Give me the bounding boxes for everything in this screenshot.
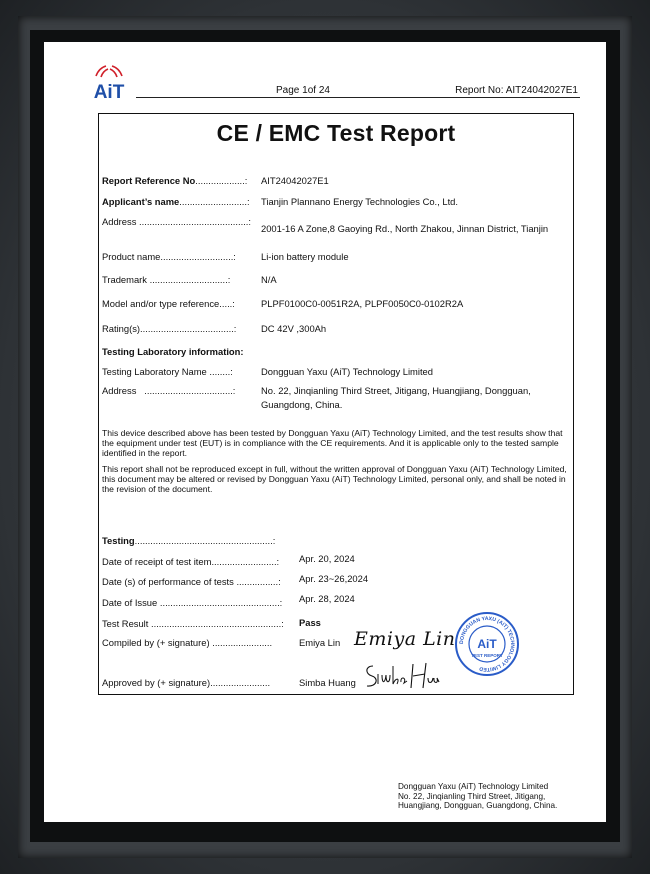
- report-body-box: [98, 113, 574, 695]
- test-result-label: Test Result ..................................................:: [102, 618, 284, 629]
- issue-date-value: Apr. 28, 2024: [299, 593, 355, 604]
- testing-label: Testing.....................................................:: [102, 535, 276, 546]
- trademark-value: N/A: [261, 274, 277, 285]
- certificate-page: [44, 42, 606, 822]
- compiled-by-label: Compiled by (+ signature) .......................: [102, 637, 273, 648]
- header-rule: [136, 97, 580, 98]
- compiled-by-name: Emiya Lin: [299, 637, 341, 648]
- seal-center-text: AiT: [477, 637, 497, 651]
- test-result-value: Pass: [299, 617, 321, 628]
- lab-address-label: Address ..................................:: [102, 385, 236, 396]
- receipt-date-value: Apr. 20, 2024: [299, 553, 355, 564]
- rating-label: Rating(s)....................................:: [102, 323, 237, 334]
- seal-bottom-text: TEST REPORT: [471, 653, 503, 658]
- footer-address: [398, 782, 557, 811]
- receipt-date-label: Date of receipt of test item.........................:: [102, 556, 280, 567]
- performance-date-label: Date (s) of performance of tests ................:: [102, 576, 281, 587]
- model-value: PLPF0100C0-0051R2A, PLPF0050C0-0102R2A: [261, 298, 464, 309]
- lab-address-line1: No. 22, Jinqianling Third Street, Jitigang, Huangjiang, Dongguan,: [261, 385, 531, 396]
- approved-signature: [363, 660, 443, 692]
- lab-name-label: Testing Laboratory Name ........:: [102, 366, 233, 377]
- compliance-statement: This device described above has been tested by Dongguan Yaxu (AiT) Technology Limited, and the test results show that the equipment under test (EUT) is in compliance with the CE requirements. And it is applicable only to the tested sample identified in the report.: [102, 428, 563, 459]
- applicant-label: Applicant’s name..........................:: [102, 196, 250, 207]
- lab-info-heading: Testing Laboratory information:: [102, 346, 244, 357]
- performance-date-value: Apr. 23~26,2024: [299, 573, 369, 584]
- address-label: Address ..........................................:: [102, 216, 252, 227]
- compiled-signature: Emiya Lin: [354, 628, 456, 650]
- page-number: Page 1of 24: [276, 85, 330, 96]
- address-value: 2001-16 A Zone,8 Gaoying Rd., North Zhakou, Jinnan District, Tianjin: [261, 223, 549, 234]
- ait-logo: [84, 64, 134, 100]
- footer-line-3: Huangjiang, Dongguan, Guangdong, China.: [398, 801, 558, 811]
- product-name-value: Li-ion battery module: [261, 251, 349, 262]
- model-label: Model and/or type reference.....:: [102, 298, 235, 309]
- applicant-value: Tianjin Plannano Energy Technologies Co., Ltd.: [261, 196, 459, 207]
- footer-line-2: No. 22, Jinqianling Third Street, Jitigang,: [398, 791, 546, 801]
- approved-by-name: Simba Huang: [299, 677, 356, 688]
- logo-text: AiT: [93, 82, 125, 100]
- report-title: CE / EMC Test Report: [216, 120, 456, 146]
- footer-line-1: Dongguan Yaxu (AiT) Technology Limited: [398, 782, 549, 791]
- report-reference-label: Report Reference No...................:: [102, 175, 248, 186]
- issue-date-label: Date of Issue ..............................................:: [102, 597, 283, 608]
- lab-address-line2: Guangdong, China.: [261, 399, 343, 410]
- header-report-number: Report No: AIT24042027E1: [455, 85, 578, 96]
- approved-by-label: Approved by (+ signature).......................: [102, 677, 271, 688]
- trademark-label: Trademark ..............................:: [102, 274, 231, 285]
- lab-name-value: Dongguan Yaxu (AiT) Technology Limited: [261, 366, 433, 377]
- company-seal: [454, 611, 520, 677]
- seal-ring-text: DONGGUAN YAXU (AIT) TECHNOLOGY LIMITED: [458, 615, 516, 673]
- report-reference-value: AIT24042027E1: [261, 175, 329, 186]
- rating-value: DC 42V ,300Ah: [261, 323, 327, 334]
- product-name-label: Product name............................:: [102, 251, 236, 262]
- reproduction-statement: This report shall not be reproduced except in full, without the written approval of Dongguan Yaxu (AiT) Technology Limited, this document may be altered or revised by Dongguan Yaxu (AiT) Technology Limited, personal only, and shall be noted in the revision of the document.: [102, 464, 567, 495]
